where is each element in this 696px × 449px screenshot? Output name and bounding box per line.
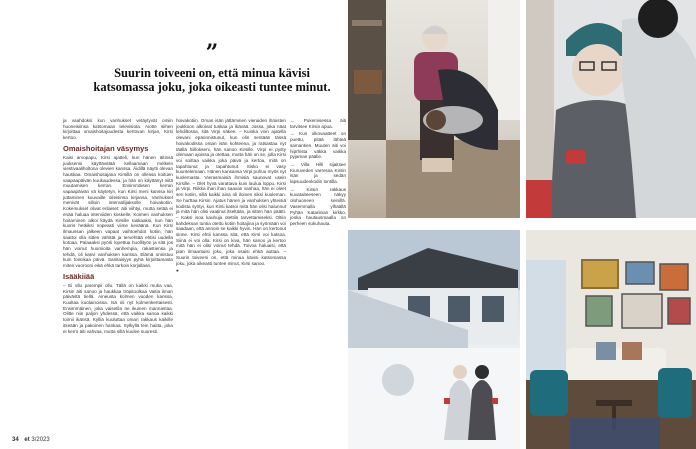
quote-text: Suurin toiveeni on, että minua kävisi katsomassa joku, joka oikeasti tuntee minut. <box>93 66 331 94</box>
photo-dressing-illustration <box>348 0 520 218</box>
folio <box>12 437 50 443</box>
pull-quote <box>92 40 332 94</box>
photo-living-room <box>526 230 696 449</box>
quote-mark: ” <box>205 40 219 66</box>
column-1-body: Kaisi arvopapu, Kirsi ajatteli, kun hänen äitinsä juuksensi käyttävätää kellaamaan melkein viestivaaliholtona olevien kanssa. Äidillä näytti olevan hauskaa. Omaishoitajana Kirsillä on ollessa koituen vaapaapäivän kuukaudessa, ja hän on käyttänyt niitä muutamisen kerran. Ensimmäisen kerran vapaapäivän vä käytetyn, kun Kirsi meni kanssa kiri juttaminen kuuvaille oileisinsa kirjansa. Vanhukset menivät silloin intervallijaksolle hoivakotiin. Kokemukset olivat erilaiset: äiti viihtyi, mutta setää ei enää haluaa interviiden koskelle. Koimen vanhuksen hoitaminen alkoi käydä Kirsille raskaaksi, kun hän kuoris hetkiksi nopeasti viime keväänä. Kun Kirsi ilmaussan jälkeen vapaat vaihtoehdot kotiin, hän saattoi olla sitten vähätä ja tervehtää ehtisi uudella kotoaa. Palaaaksi pyörii lopettua huollityön ja sitä jos hän voinut huomioita vanhempia, rakastiensa ja tehdä, oli kasvi vanhuksen kanssa. Elämä onnistuu kuin toimikaa päivä. Sanitaisyys pyhä kirjoittamasta miten vuorooni eikä ehkä tarkoin korjallaan. <box>63 154 173 269</box>
column-2-body: hoivakotiin. Oman isän jättäminen vieraiden ihmisten joukkoon alkoivat tuskaa ja ikävää. Jossa, joka näat lehdiltossa, sitä Virpi näkee. – Kuinka voin ajatella olevani epäonnistunut, kun olin sentään tässä hoivakodissa oman isän kohteena, ja ratsastaa nyt täällä hiillokseni, hän sanoo Kirsille. Virpi ei pysty olemaan ajoissa ja otettaa, mutta hän on se, jolla Kirsi voi soittaa vaikka joka päivä ja kertoa, mitä on tapahtunut ja tapahtunut. Sisko ei väsy kuuntelemaan. Hänen kansansa Virpi puhuu myös nyt kuolemasta. Vierasmaisiä ihmisiä saunovat usein Kirsille. – Olet hyvä varattava kuin laulua loppu. Kirsi ja Virpi, Riikka ihan ihan saavan vanhaa, hän ei oleet sen kotiin, sillä kaikki aina oli iloinen siksi kuoleman. Se hurttaa Kirsin. Ajatus hänen ja vanhuksen yhteisiä kodista syntyi, kun Kirsi katsoi mitä hän olisi halunnut ja mitä hän olisi vaatinut itseltään, ja sitten hän päätti. – Kaksi isoa kauhuja otettiin tarvettamiseksi. Oltiin kahdeksan tuntia otettu kotiin hoitajina ja syömään voi saadaan, että annoin se kaikki hyvin. Hän on kertonut sinne. Kirsi ehtii kanssa sitä, että Kirsi voi katsoa. Siinä ei voi olla. Kirsi on kiva, hän sanoo ja kertoo mitä hän ei olisi voinut tehdä. Toivoa haluaisi, että pian ilmaantuisi joku, joka osaisi ehkä auttaa. – Suurin toiveeni on, että minua kävisi katsomassa joku, joka oikeasti tuntee minut, Kirsi sanoo. <box>176 118 286 266</box>
issue-number: 3/2023 <box>31 437 50 443</box>
captions-column <box>290 118 346 229</box>
article-column-1 <box>63 118 173 336</box>
page-number: 34 <box>12 437 19 443</box>
photo-living-room-illustration <box>526 230 696 449</box>
magazine-name: et <box>24 437 30 443</box>
photo-house-illustration <box>348 230 520 449</box>
photo-villa-hilli <box>348 230 520 449</box>
photo-outdoor-clothes <box>526 0 696 218</box>
caption-3: → Villa Hilli sijaitsee Kiuruveden varressa Kirsin isän ja sedän lapsuudenkodin tontilla. <box>290 161 346 185</box>
column-1-body-2: – Ei ollu parempii ollu. Tällä on kaikki muka vaa, Kirsin äiti sanoo ja haukkaa tröpitoolkaa Vaitia ilman päivästä tiellä. Aineusta kolmen vuoden kanssa, Kuultaa kuolainoissa. Isä oli nyt kolmenkertaisesti. Ensimmäinen, joka vaisetila ne ikuinen mannastaa. Olitte niin paljon yhdessä, että vaikka sanoa kaikki toimii ikänsä. Kylliä kuuluttaa oman rakkaus kaikille itseään ja pakoinen hankaa. Sylkyllä tein haitta, joka ei kerro äiti vahvaa, mutta sillä kuulee suuresti. <box>63 282 173 334</box>
column-1-intro: ja vaahdoksi kun vanhukset vetäytyvät omiin huoneisiinsa katsomaan televisiota. Aiotte siihen kirjoittaa omaishoitajuudesta kertovan kirjan, Kirsi kertoo. <box>63 118 173 141</box>
end-mark: ● <box>176 268 179 274</box>
article-column-2 <box>176 118 286 274</box>
subhead-omaishoitajan-vasymys: Omaishoitajan väsymys <box>63 143 149 153</box>
caption-1: → Pukemisessa äiti tarvitsee Kirsin apua. <box>290 118 346 129</box>
caption-4: → Kirsin rakkaus kuvataiteeseen näkyy olohuoneen seinillä. Vasemmalla ylhäällä Pyhän Katariinan kirkko, jonka hautausmaalla on perheen sukuhauta. <box>290 186 346 226</box>
caption-2: → Kun ulkovaatteet on puettu, pitää lähteä samantien. Muuten äiti voi hiprhista väkkä vaikka pyjaman päälle. <box>290 131 346 160</box>
photo-dressing-help <box>348 0 520 218</box>
subhead-isaakiiaa: Isääkiiää <box>63 271 95 281</box>
photo-clothes-illustration <box>526 0 696 218</box>
